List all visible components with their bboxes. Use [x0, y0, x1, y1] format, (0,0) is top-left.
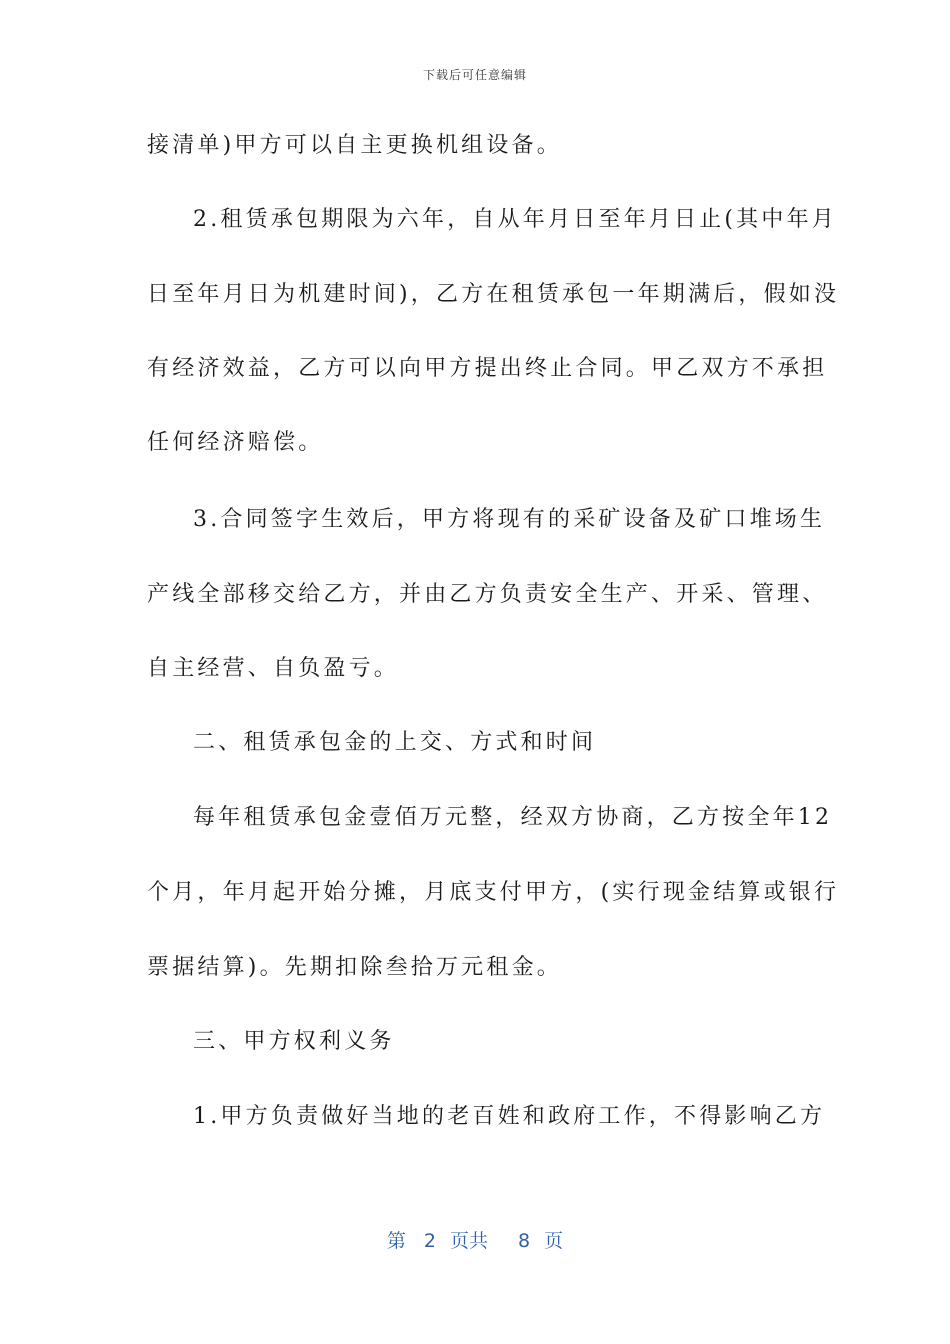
footer-current-page: 2: [423, 1230, 436, 1252]
footer-prefix: 第: [386, 1230, 406, 1252]
paragraph-line-11: 个月，年月起开始分摊，月底支付甲方，(实行现金结算或银行: [147, 880, 840, 905]
section-heading-3: 三、甲方权利义务: [193, 1029, 395, 1054]
paragraph-line-10: 每年租赁承包金壹佰万元整，经双方协商，乙方按全年12: [193, 805, 833, 830]
paragraph-line-5: 任何经济赔偿。: [147, 430, 324, 455]
section-heading-2: 二、租赁承包金的上交、方式和时间: [193, 730, 597, 755]
paragraph-line-1: 接清单)甲方可以自主更换机组设备。: [147, 133, 562, 158]
paragraph-line-6: 3.合同签字生效后，甲方将现有的采矿设备及矿口堆场生: [193, 507, 826, 532]
header-note: 下载后可任意编辑: [422, 68, 527, 82]
footer-suffix: 页: [544, 1230, 564, 1252]
paragraph-line-3: 日至年月日为机建时间)，乙方在租赁承包一年期满后，假如没: [147, 282, 840, 307]
paragraph-line-4: 有经济效益，乙方可以向甲方提出终止合同。甲乙双方不承担: [147, 356, 828, 381]
paragraph-line-14: 1.甲方负责做好当地的老百姓和政府工作，不得影响乙方: [193, 1104, 826, 1129]
paragraph-line-2: 2.租赁承包期限为六年，自从年月日至年月日止(其中年月: [193, 207, 837, 232]
paragraph-line-12: 票据结算)。先期扣除叁拾万元租金。: [147, 955, 562, 980]
footer-middle: 页共: [449, 1230, 488, 1252]
paragraph-line-8: 自主经营、自负盈亏。: [147, 656, 400, 681]
page-footer: [0, 1226, 950, 1253]
footer-total-pages: 8: [518, 1230, 531, 1252]
paragraph-line-7: 产线全部移交给乙方，并由乙方负责安全生产、开采、管理、: [147, 582, 828, 607]
